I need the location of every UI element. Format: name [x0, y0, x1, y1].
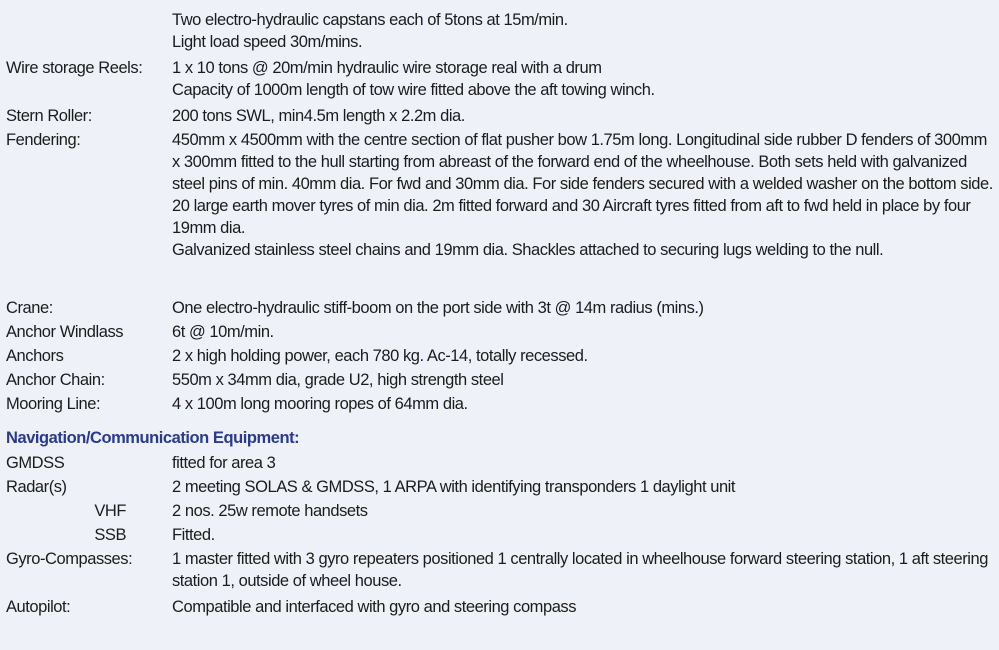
spec-line: 20 large earth mover tyres of min dia. 2m fitted forward and 30 Aircraft tyres fitted from aft to fwd held in place by four 19mm dia. — [172, 197, 971, 237]
spec-value — [172, 393, 996, 415]
spec-value — [172, 345, 996, 367]
spec-label: Fendering: — [6, 131, 81, 149]
spec-value — [172, 596, 996, 618]
spec-line: One electro-hydraulic stiff-boom on the port side with 3t @ 14m radius (mins.) — [172, 299, 704, 317]
section-heading: Navigation/Communication Equipment: — [6, 429, 300, 447]
spec-label: Anchor Chain: — [6, 371, 105, 389]
spec-value — [172, 524, 996, 546]
spec-label: Gyro-Compasses: — [6, 550, 133, 568]
spec-line: Compatible and interfaced with gyro and steering compass — [172, 598, 577, 616]
spec-label: Autopilot: — [6, 598, 71, 616]
spec-label: SSB — [94, 526, 126, 544]
spec-value — [172, 129, 996, 261]
spec-line: Two electro-hydraulic capstans each of 5tons at 15m/min. — [172, 11, 568, 29]
spec-line: Fitted. — [172, 526, 215, 544]
spec-line: 550m x 34mm dia, grade U2, high strength steel — [172, 371, 504, 389]
spec-label: Anchor Windlass — [6, 323, 124, 341]
spec-value — [172, 9, 996, 53]
spec-line: 450mm x 4500mm with the centre section of flat pusher bow 1.75m long. Longitudinal side rubber D fenders of 300mm x 300mm fitted to the hull starting from abreast of the forward end of the wheelhouse. Both sets held with galvanized steel pins of min. 40mm dia. For fwd and 30mm dia. For side fenders secured with a welded washer on the bottom side. — [172, 131, 993, 193]
spec-value — [172, 57, 996, 101]
spec-line: Light load speed 30m/mins. — [172, 33, 363, 51]
spec-value — [172, 105, 996, 127]
spec-label: GMDSS — [6, 454, 65, 472]
spec-line: 1 master fitted with 3 gyro repeaters positioned 1 centrally located in wheelhouse forward steering station, 1 aft steering station 1, outside of wheel house. — [172, 550, 988, 590]
spec-value — [172, 452, 996, 474]
spec-line: 2 x high holding power, each 780 kg. Ac-14, totally recessed. — [172, 347, 588, 365]
spec-line: 1 x 10 tons @ 20m/min hydraulic wire storage real with a drum — [172, 59, 602, 77]
spec-label: Radar(s) — [6, 478, 67, 496]
spec-line: 2 meeting SOLAS & GMDSS, 1 ARPA with identifying transponders 1 daylight unit — [172, 478, 736, 496]
spec-line: 6t @ 10m/min. — [172, 323, 274, 341]
spec-line: 2 nos. 25w remote handsets — [172, 502, 368, 520]
spec-line: 200 tons SWL, min4.5m length x 2.2m dia. — [172, 107, 465, 125]
spec-value — [172, 476, 996, 498]
spec-label: Stern Roller: — [6, 107, 92, 125]
spec-line: 4 x 100m long mooring ropes of 64mm dia. — [172, 395, 468, 413]
spec-label: Wire storage Reels: — [6, 59, 143, 77]
spec-value — [172, 548, 996, 592]
spec-label: Mooring Line: — [6, 395, 101, 413]
spec-label: Anchors — [6, 347, 64, 365]
spec-label: VHF — [94, 502, 126, 520]
spec-line: fitted for area 3 — [172, 454, 276, 472]
spec-line: Galvanized stainless steel chains and 19mm dia. Shackles attached to securing lugs welding to the null. — [172, 241, 884, 259]
spec-value — [172, 321, 996, 343]
spec-value — [172, 369, 996, 391]
spec-value — [172, 297, 996, 319]
spec-value — [172, 500, 996, 522]
spec-line: Capacity of 1000m length of tow wire fitted above the aft towing winch. — [172, 81, 655, 99]
spec-label: Crane: — [6, 299, 53, 317]
